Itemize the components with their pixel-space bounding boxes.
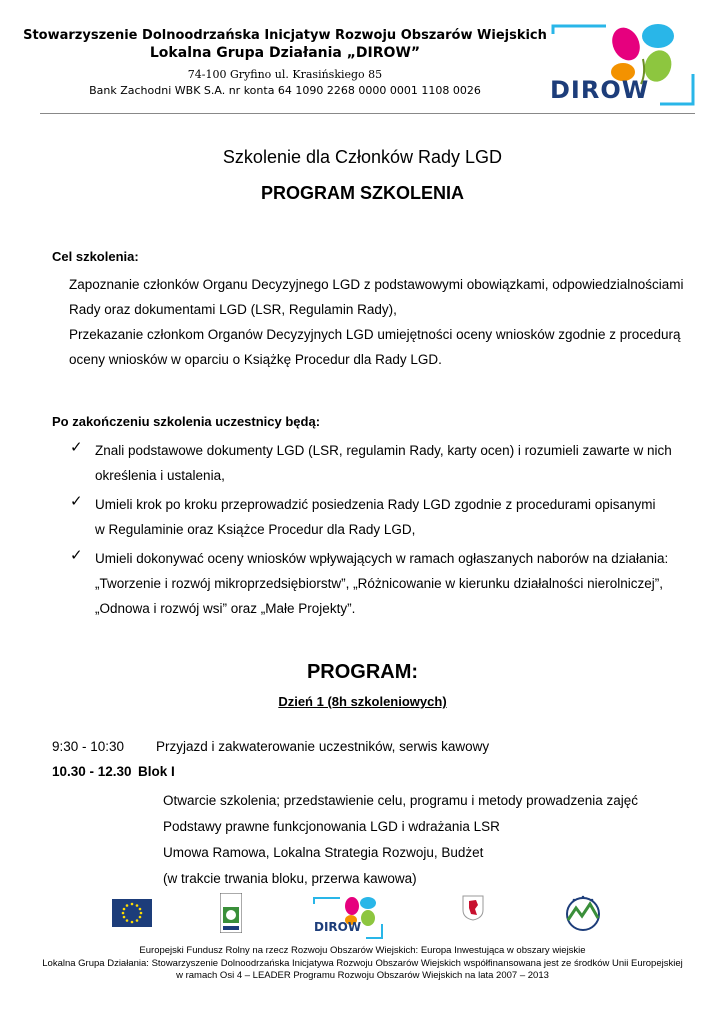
goal-line: Rady oraz dokumentami LGD (LSR, Regulamin Rady), bbox=[69, 302, 397, 317]
outcome-line: Znali podstawowe dokumenty LGD (LSR, regulamin Rady, karty ocen) i rozumieli zawarte w nich bbox=[95, 443, 672, 458]
address: 74-100 Gryfino ul. Krasińskiego 85 bbox=[187, 68, 383, 81]
dirow-logo bbox=[548, 14, 698, 106]
block-items bbox=[163, 788, 638, 892]
outcome-item bbox=[95, 546, 668, 621]
goal-line: Zapoznanie członków Organu Decyzyjnego LGD z podstawowymi obowiązkami, odpowiedzialnościami bbox=[69, 277, 684, 292]
dirow-footer-text: DIROW bbox=[314, 920, 362, 934]
leader-icon bbox=[220, 893, 242, 933]
griffin-crest-icon bbox=[462, 895, 484, 921]
check-icon: ✓ bbox=[70, 493, 83, 510]
prow-logo bbox=[560, 893, 606, 933]
slot-time: 9:30 - 10:30 bbox=[52, 739, 125, 754]
prow-icon bbox=[560, 894, 606, 932]
block-item: (w trakcie trwania bloku, przerwa kawowa) bbox=[163, 871, 417, 886]
block-item: Otwarcie szkolenia; przedstawienie celu, programu i metody prowadzenia zajęć bbox=[163, 793, 638, 808]
slot-description: Przyjazd i zakwaterowanie uczestników, serwis kawowy bbox=[156, 739, 490, 754]
block-label: Blok I bbox=[138, 764, 175, 779]
outcome-item bbox=[95, 438, 672, 488]
footer-line: Europejski Fundusz Rolny na rzecz Rozwoju Obszarów Wiejskich: Europa Inwestująca w obszary wiejskie bbox=[139, 945, 586, 956]
check-icon: ✓ bbox=[70, 547, 83, 564]
outcome-line: Umieli dokonywać oceny wniosków wpływających w ramach ogłaszanych naborów na działania: bbox=[95, 551, 669, 566]
goal-line: Przekazanie członkom Organów Decyzyjnych LGD umiejętności oceny wniosków zgodnie z procedurą bbox=[69, 327, 681, 342]
eu-flag-logo bbox=[112, 895, 152, 931]
outcome-line: Umieli krok po kroku przeprowadzić posiedzenia Rady LGD zgodnie z procedurami opisanymi bbox=[95, 497, 656, 512]
day-heading: Dzień 1 (8h szkoleniowych) bbox=[278, 694, 447, 709]
goal-line: oceny wniosków w oparciu o Książkę Procedur dla Rady LGD. bbox=[69, 352, 442, 367]
leader-logo bbox=[218, 893, 244, 933]
check-icon: ✓ bbox=[70, 439, 83, 456]
goal-text bbox=[69, 272, 684, 372]
header-divider bbox=[40, 113, 695, 114]
lgd-name: Lokalna Grupa Działania „DIROW” bbox=[149, 45, 421, 61]
outcome-line: określenia i ustalenia, bbox=[95, 468, 225, 483]
training-subtitle: Szkolenie dla Członków Rady LGD bbox=[222, 147, 503, 167]
bank-account: Bank Zachodni WBK S.A. nr konta 64 1090 2268 0000 0001 1108 0026 bbox=[89, 84, 481, 97]
program-heading: PROGRAM: bbox=[306, 661, 419, 683]
outcome-item bbox=[95, 492, 656, 542]
outcome-line: „Odnowa i rozwój wsi” oraz „Małe Projekty”. bbox=[95, 601, 356, 616]
page-title: PROGRAM SZKOLENIA bbox=[260, 183, 464, 203]
outcomes-heading: Po zakończeniu szkolenia uczestnicy będą: bbox=[52, 414, 321, 429]
voivodeship-crest-logo bbox=[460, 893, 486, 923]
block-item: Umowa Ramowa, Lokalna Strategia Rozwoju, Budżet bbox=[163, 845, 484, 860]
outcome-line: w Regulaminie oraz Książce Procedur dla Rady LGD, bbox=[95, 522, 416, 537]
footer-line: w ramach Osi 4 – LEADER Programu Rozwoju Obszarów Wiejskich na lata 2007 – 2013 bbox=[176, 970, 549, 981]
outcome-line: „Tworzenie i rozwój mikroprzedsiębiorstw”, „Różnicowanie w kierunku działalności nierolniczej”, bbox=[95, 576, 663, 591]
dirow-footer-logo bbox=[312, 892, 384, 940]
org-name: Stowarzyszenie Dolnoodrzańska Inicjatyw Rozwoju Obszarów Wiejskich bbox=[23, 28, 547, 43]
eu-flag-icon bbox=[112, 899, 152, 927]
goal-heading: Cel szkolenia: bbox=[52, 249, 139, 264]
footer-line: Lokalna Grupa Działania: Stowarzyszenie Dolnoodrzańska Inicjatywa Rozwoju Obszarów Wiejskich współfinansowana jest ze środków Unii Europejskiej bbox=[42, 958, 683, 969]
block-item: Podstawy prawne funkcjonowania LGD i wdrażania LSR bbox=[163, 819, 500, 834]
slot-time: 10.30 - 12.30 bbox=[52, 764, 132, 779]
dirow-logo-text: DIROW bbox=[550, 76, 650, 104]
